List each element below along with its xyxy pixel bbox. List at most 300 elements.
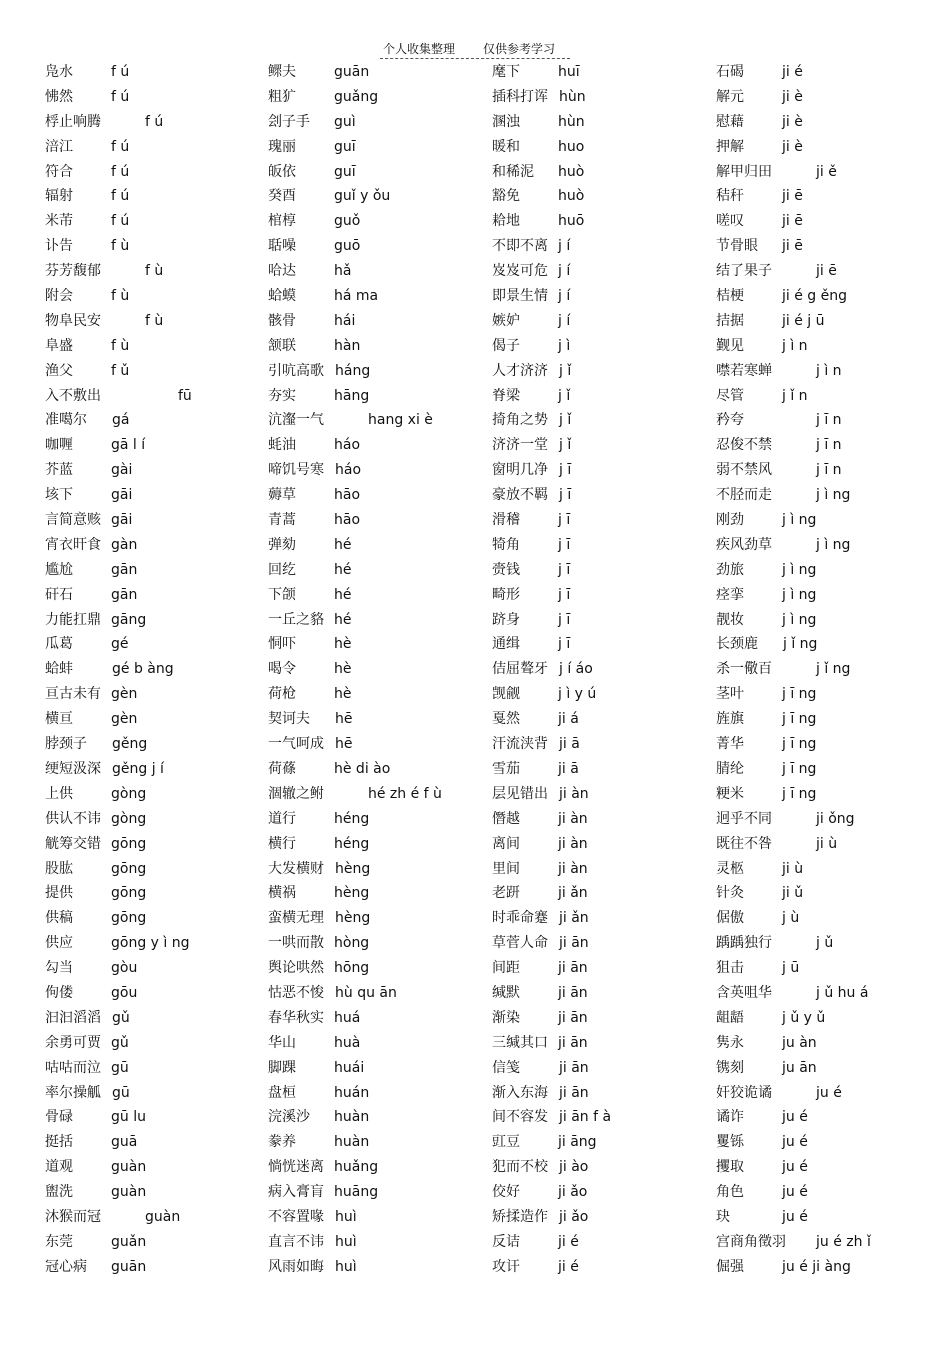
pinyin-reading: háng <box>335 362 371 379</box>
word-row <box>716 184 941 209</box>
pinyin-reading: ju àn <box>782 1034 817 1051</box>
word-row <box>492 1130 717 1155</box>
chinese-word: 渔父 <box>45 362 73 379</box>
pinyin-reading: huī <box>558 64 580 80</box>
chinese-word: 勾当 <box>45 960 73 977</box>
word-row <box>716 458 941 483</box>
chinese-word: 脖颈子 <box>45 736 87 753</box>
word-row <box>492 1230 717 1255</box>
word-row <box>45 807 270 832</box>
pinyin-reading: ji āng <box>558 1134 597 1151</box>
word-row <box>492 832 717 857</box>
pinyin-reading: huái <box>334 1059 365 1076</box>
pinyin-reading: huì <box>335 1208 357 1225</box>
pinyin-reading: gòu <box>111 960 138 977</box>
chinese-word: 直言不讳 <box>268 1233 324 1250</box>
word-row <box>492 309 717 334</box>
pinyin-reading: ji ān <box>559 1059 589 1076</box>
word-row <box>716 483 941 508</box>
word-row <box>45 1006 270 1031</box>
word-row <box>45 956 270 981</box>
chinese-word: 汗流浃背 <box>492 736 548 753</box>
chinese-word: 皈依 <box>268 163 296 180</box>
chinese-word: 刽子手 <box>268 113 310 130</box>
pinyin-reading: ji ā <box>558 760 579 777</box>
word-row <box>268 583 493 608</box>
chinese-word: 层见错出 <box>492 785 548 802</box>
word-row <box>45 608 270 633</box>
word-row <box>45 309 270 334</box>
pinyin-reading: gá <box>112 412 130 429</box>
chinese-word: 舆论哄然 <box>268 960 324 977</box>
chinese-word: 和稀泥 <box>492 163 534 180</box>
pinyin-reading: j ǔ <box>816 935 834 952</box>
chinese-word: 喝令 <box>268 661 296 678</box>
chinese-word: 脊梁 <box>492 387 520 404</box>
word-row <box>268 334 493 359</box>
chinese-word: 蛤蟆 <box>268 288 296 305</box>
word-row <box>45 533 270 558</box>
word-row <box>492 85 717 110</box>
chinese-word: 下颌 <box>268 586 296 603</box>
chinese-word: 凫水 <box>45 64 73 80</box>
word-row <box>45 110 270 135</box>
chinese-word: 符合 <box>45 163 73 180</box>
chinese-word: 耠地 <box>492 213 520 230</box>
chinese-word: 挺括 <box>45 1134 73 1151</box>
pinyin-reading: guì <box>334 113 356 130</box>
pinyin-reading: ji àn <box>559 785 589 802</box>
word-column-2 <box>268 60 493 1280</box>
word-row <box>492 458 717 483</box>
pinyin-reading: j ī <box>558 611 571 628</box>
word-row <box>716 682 941 707</box>
chinese-word: 宵衣旰食 <box>45 536 101 553</box>
pinyin-reading: hé <box>334 586 352 603</box>
word-row <box>716 259 941 284</box>
word-row <box>268 458 493 483</box>
chinese-word: 粳米 <box>716 785 744 802</box>
chinese-word: 提供 <box>45 885 73 902</box>
word-row <box>45 881 270 906</box>
chinese-word: 雪茄 <box>492 760 520 777</box>
pinyin-reading: guō <box>334 238 361 255</box>
chinese-word: 即景生情 <box>492 288 548 305</box>
pinyin-reading: j ī ng <box>782 711 817 728</box>
chinese-word: 汩汩滔滔 <box>45 1009 101 1026</box>
word-row <box>268 384 493 409</box>
pinyin-reading: j ì ng <box>782 586 817 603</box>
pinyin-reading: gōng <box>111 885 147 902</box>
chinese-word: 华山 <box>268 1034 296 1051</box>
word-row <box>492 135 717 160</box>
word-row <box>492 857 717 882</box>
word-row <box>716 583 941 608</box>
word-row <box>716 508 941 533</box>
word-row <box>268 707 493 732</box>
pinyin-reading: f ú <box>111 88 130 105</box>
pinyin-reading: ji ě <box>816 163 837 180</box>
pinyin-reading: hùn <box>559 88 586 105</box>
pinyin-reading: ji é <box>558 1233 579 1250</box>
pinyin-reading: gé <box>111 636 129 653</box>
word-row <box>492 707 717 732</box>
chinese-word: 谲诈 <box>716 1109 744 1126</box>
chinese-word: 宫商角徵羽 <box>716 1233 786 1250</box>
word-row <box>45 732 270 757</box>
chinese-word: 玦 <box>716 1208 730 1225</box>
pinyin-reading: gǔ <box>112 1009 130 1026</box>
pinyin-reading: guī <box>334 163 356 180</box>
pinyin-reading: hāng <box>334 387 370 404</box>
pinyin-reading: f ú <box>145 113 164 130</box>
pinyin-reading: j ǐ <box>558 387 571 404</box>
word-row <box>268 110 493 135</box>
word-row <box>268 259 493 284</box>
chinese-word: 押解 <box>716 138 744 155</box>
pinyin-reading: j ī ng <box>782 686 817 703</box>
word-row <box>492 906 717 931</box>
chinese-word: 夯实 <box>268 387 296 404</box>
chinese-word: 哈达 <box>268 263 296 280</box>
word-row <box>45 906 270 931</box>
word-row <box>492 1006 717 1031</box>
word-row <box>716 1081 941 1106</box>
chinese-word: 岌岌可危 <box>492 263 548 280</box>
pinyin-reading: gū <box>111 1059 129 1076</box>
word-row <box>268 1031 493 1056</box>
word-row <box>45 558 270 583</box>
chinese-word: 嫉妒 <box>492 312 520 329</box>
pinyin-reading: j ì ng <box>816 487 851 504</box>
word-row <box>268 757 493 782</box>
word-row <box>492 160 717 185</box>
pinyin-reading: huàn <box>334 1134 370 1151</box>
pinyin-reading: huō <box>558 213 585 230</box>
chinese-word: 佝偻 <box>45 984 73 1001</box>
chinese-word: 菁华 <box>716 736 744 753</box>
chinese-word: 怙恶不悛 <box>268 984 324 1001</box>
word-row <box>716 857 941 882</box>
chinese-word: 既往不咎 <box>716 835 772 852</box>
chinese-word: 辐射 <box>45 188 73 205</box>
pinyin-reading: f ù <box>145 312 164 329</box>
chinese-word: 老趼 <box>492 885 520 902</box>
pinyin-reading: f ú <box>111 138 130 155</box>
word-row <box>492 732 717 757</box>
word-row <box>716 359 941 384</box>
pinyin-reading: hé zh é f ù <box>368 785 442 802</box>
header-left-text: 个人收集整理 <box>383 42 456 56</box>
chinese-word: 芥蓝 <box>45 462 73 479</box>
chinese-word: 觐见 <box>716 337 744 354</box>
word-row <box>268 1056 493 1081</box>
pinyin-reading: ji á <box>558 711 579 728</box>
pinyin-reading: gōu <box>111 984 138 1001</box>
chinese-word: 冠心病 <box>45 1258 87 1275</box>
chinese-word: 拮据 <box>716 312 744 329</box>
pinyin-reading: ji ān f à <box>559 1109 612 1126</box>
pinyin-reading: guān <box>111 1258 147 1275</box>
pinyin-reading: héng <box>334 810 370 827</box>
word-column-1 <box>45 60 270 1280</box>
word-row <box>716 1130 941 1155</box>
chinese-word: 准噶尔 <box>45 412 87 429</box>
pinyin-reading: hè <box>334 636 352 653</box>
pinyin-reading: guǎn <box>111 1233 147 1250</box>
pinyin-reading: ji ān <box>558 1034 588 1051</box>
pinyin-reading: j ǐ ng <box>783 636 818 653</box>
pinyin-reading: ji é <box>558 1258 579 1275</box>
pinyin-reading: gèn <box>111 711 138 728</box>
pinyin-reading: j ì ng <box>782 512 817 529</box>
pinyin-reading: huán <box>334 1084 370 1101</box>
pinyin-reading: ji àn <box>558 835 588 852</box>
pinyin-reading: j ī <box>558 636 571 653</box>
chinese-word: 附会 <box>45 288 73 305</box>
word-row <box>268 956 493 981</box>
pinyin-reading: ji ào <box>559 1159 589 1176</box>
pinyin-reading: hù qu ān <box>335 984 397 1001</box>
word-row <box>268 483 493 508</box>
word-row <box>45 334 270 359</box>
chinese-word: 三缄其口 <box>492 1034 548 1051</box>
word-row <box>45 707 270 732</box>
word-row <box>492 1105 717 1130</box>
chinese-word: 一气呵成 <box>268 736 324 753</box>
chinese-word: 疾风劲草 <box>716 536 772 553</box>
pinyin-reading: j í <box>558 288 571 305</box>
pinyin-reading: ji è <box>782 88 803 105</box>
pinyin-reading: guā <box>111 1134 138 1151</box>
pinyin-reading: guǎng <box>334 88 379 105</box>
pinyin-reading: f ú <box>111 213 130 230</box>
chinese-word: 股肱 <box>45 860 73 877</box>
pinyin-reading: guǐ y ǒu <box>334 188 391 205</box>
chinese-word: 言简意赅 <box>45 512 101 529</box>
chinese-word: 插科打诨 <box>492 88 548 105</box>
pinyin-reading: gé b àng <box>112 661 174 678</box>
chinese-word: 豇豆 <box>492 1134 520 1151</box>
word-row <box>492 184 717 209</box>
pinyin-reading: gāng <box>111 611 147 628</box>
chinese-word: 犄角 <box>492 536 520 553</box>
chinese-word: 离间 <box>492 835 520 852</box>
chinese-word: 绠短汲深 <box>45 760 101 777</box>
chinese-word: 倔强 <box>716 1258 744 1275</box>
chinese-word: 物阜民安 <box>45 312 101 329</box>
pinyin-reading: gǔ <box>111 1034 129 1051</box>
word-row <box>268 433 493 458</box>
pinyin-reading: f ù <box>111 288 130 305</box>
chinese-word: 间不容发 <box>492 1109 548 1126</box>
chinese-word: 讣告 <box>45 238 73 255</box>
word-row <box>268 857 493 882</box>
pinyin-reading: hāo <box>334 512 361 529</box>
chinese-word: 茎叶 <box>716 686 744 703</box>
word-row <box>268 931 493 956</box>
word-row <box>492 483 717 508</box>
pinyin-reading: guàn <box>111 1159 147 1176</box>
chinese-word: 尴尬 <box>45 561 73 578</box>
chinese-word: 里间 <box>492 860 520 877</box>
chinese-word: 惝恍迷离 <box>268 1159 324 1176</box>
word-row <box>716 1205 941 1230</box>
pinyin-reading: j ǐ <box>559 412 572 429</box>
chinese-word: 觊觎 <box>492 686 520 703</box>
pinyin-reading: hé <box>334 611 352 628</box>
word-row <box>45 1230 270 1255</box>
chinese-word: 踽踽独行 <box>716 935 772 952</box>
chinese-word: 蛤蚌 <box>45 661 73 678</box>
pinyin-reading: hùn <box>558 113 585 130</box>
chinese-word: 率尔操觚 <box>45 1084 101 1101</box>
pinyin-reading: j ì ng <box>782 561 817 578</box>
chinese-word: 节骨眼 <box>716 238 758 255</box>
word-row <box>45 981 270 1006</box>
word-row <box>45 1255 270 1280</box>
chinese-word: 针灸 <box>716 885 744 902</box>
word-row <box>45 1031 270 1056</box>
word-row <box>492 682 717 707</box>
word-column-3 <box>492 60 717 1280</box>
word-row <box>268 906 493 931</box>
pinyin-reading: gū lu <box>111 1109 146 1126</box>
pinyin-reading: gěng <box>112 736 148 753</box>
chinese-word: 奸狡诡谲 <box>716 1084 772 1101</box>
pinyin-reading: j ī n <box>816 412 842 429</box>
word-row <box>268 60 493 85</box>
chinese-word: 供应 <box>45 935 73 952</box>
chinese-word: 觥筹交错 <box>45 835 101 852</box>
word-row <box>492 334 717 359</box>
word-row <box>45 458 270 483</box>
word-row <box>268 85 493 110</box>
pinyin-reading: f ǔ <box>111 362 130 379</box>
chinese-word: 结了果子 <box>716 263 772 280</box>
chinese-word: 荷枪 <box>268 686 296 703</box>
word-row <box>268 1081 493 1106</box>
pinyin-reading: ji è <box>782 113 803 130</box>
pinyin-reading: j ǔ hu á <box>816 984 869 1001</box>
pinyin-reading: j ī <box>558 561 571 578</box>
pinyin-reading: hé <box>334 536 352 553</box>
chinese-word: 镌刻 <box>716 1059 744 1076</box>
pinyin-reading: fū <box>178 387 192 404</box>
pinyin-reading: ji ā <box>559 736 580 753</box>
pinyin-reading: hē <box>335 711 353 728</box>
chinese-word: 弱不禁风 <box>716 462 772 479</box>
word-row <box>45 682 270 707</box>
chinese-word: 腈纶 <box>716 760 744 777</box>
word-row <box>45 234 270 259</box>
chinese-word: 垓下 <box>45 487 73 504</box>
word-row <box>268 558 493 583</box>
pinyin-reading: ji ē <box>782 188 803 205</box>
chinese-word: 戛然 <box>492 711 520 728</box>
chinese-word: 力能扛鼎 <box>45 611 101 628</box>
word-row <box>716 408 941 433</box>
pinyin-reading: guǒ <box>334 213 361 230</box>
word-row <box>268 135 493 160</box>
word-row <box>268 881 493 906</box>
word-row <box>716 1180 941 1205</box>
chinese-word: 信笺 <box>492 1059 520 1076</box>
chinese-word: 滑稽 <box>492 512 520 529</box>
chinese-word: 麾下 <box>492 64 520 80</box>
pinyin-reading: ji ān <box>558 960 588 977</box>
pinyin-reading: guī <box>334 138 356 155</box>
pinyin-reading: hang xi è <box>368 412 433 429</box>
word-row <box>268 284 493 309</box>
chinese-word: 涸辙之鲋 <box>268 785 324 802</box>
pinyin-reading: f ú <box>111 188 130 205</box>
pinyin-reading: gāi <box>111 512 133 529</box>
chinese-word: 一哄而散 <box>268 935 324 952</box>
chinese-word: 道观 <box>45 1159 73 1176</box>
chinese-word: 僭越 <box>492 810 520 827</box>
pinyin-reading: j ì ng <box>782 611 817 628</box>
chinese-word: 阜盛 <box>45 337 73 354</box>
chinese-word: 供认不讳 <box>45 810 101 827</box>
pinyin-reading: ju é <box>782 1184 808 1201</box>
pinyin-reading: gōng <box>111 910 147 927</box>
pinyin-reading: j ī <box>558 586 571 603</box>
pinyin-reading: hái <box>334 312 356 329</box>
chinese-word: 余勇可贾 <box>45 1034 101 1051</box>
word-row <box>716 85 941 110</box>
pinyin-reading: huì <box>335 1233 357 1250</box>
word-row <box>716 60 941 85</box>
chinese-word: 噤若寒蝉 <box>716 362 772 379</box>
word-row <box>492 384 717 409</box>
chinese-word: 痉挛 <box>716 586 744 603</box>
word-row <box>268 1205 493 1230</box>
word-row <box>45 433 270 458</box>
word-row <box>45 1056 270 1081</box>
word-row <box>45 1155 270 1180</box>
pinyin-reading: ju é <box>782 1208 808 1225</box>
word-row <box>492 807 717 832</box>
pinyin-reading: j ī <box>558 536 571 553</box>
word-row <box>716 757 941 782</box>
word-row <box>716 284 941 309</box>
chinese-word: 沐猴而冠 <box>45 1208 101 1225</box>
chinese-word: 盘桓 <box>268 1084 296 1101</box>
word-row <box>268 682 493 707</box>
word-row <box>716 906 941 931</box>
word-row <box>268 807 493 832</box>
pinyin-reading: f ú <box>111 64 130 80</box>
pinyin-reading: ju ān <box>782 1059 817 1076</box>
chinese-word: 矍铄 <box>716 1134 744 1151</box>
pinyin-reading: j ù <box>782 910 800 927</box>
pinyin-reading: hèng <box>335 860 371 877</box>
chinese-word: 龃龉 <box>716 1009 744 1026</box>
chinese-word: 骸骨 <box>268 312 296 329</box>
word-row <box>45 583 270 608</box>
header-right-text: 仅供参考学习 <box>483 42 556 56</box>
pinyin-reading: j ū <box>782 960 800 977</box>
chinese-word: 不胫而走 <box>716 487 772 504</box>
word-row <box>492 408 717 433</box>
chinese-word: 不即不离 <box>492 238 548 255</box>
chinese-word: 青蒿 <box>268 512 296 529</box>
chinese-word: 米芾 <box>45 213 73 230</box>
pinyin-reading: ji ǎo <box>558 1184 588 1201</box>
pinyin-reading: j ī ng <box>782 785 817 802</box>
pinyin-reading: hèng <box>334 885 370 902</box>
